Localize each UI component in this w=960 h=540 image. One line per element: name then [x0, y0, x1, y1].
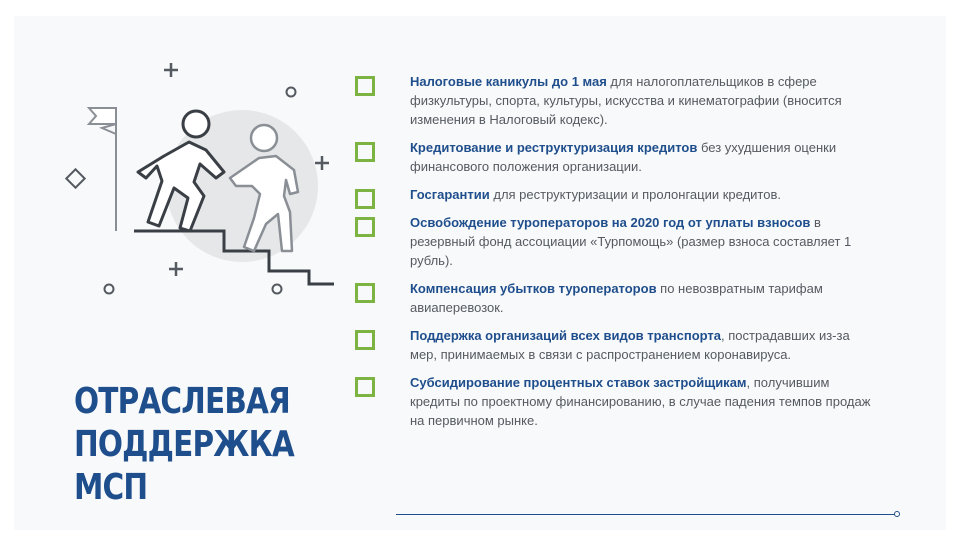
item-heading: Налоговые каникулы до 1 мая: [410, 74, 607, 89]
checkbox-icon: [355, 330, 375, 350]
item-text: , получившим кредиты по проектному финансированию, в случае падения темпов продаж на первичном рынке.: [410, 375, 871, 428]
item-heading: Кредитование и реструктуризация кредитов: [410, 140, 698, 155]
list-item: [354, 213, 874, 270]
list-item: [354, 279, 874, 317]
list-item: [354, 373, 874, 430]
support-measures-list: [354, 72, 874, 439]
item-text: для налогоплательщиков в сфере физкультуры, спорта, культуры, искусства и кинематографии (вносится изменения в Налоговый кодекс).: [410, 74, 842, 127]
people-climbing-stairs-illustration: [54, 46, 354, 306]
title-line: МСП: [74, 467, 148, 508]
item-heading: Госгарантии: [410, 187, 490, 202]
title-line: ПОДДЕРЖКА: [74, 424, 294, 465]
item-heading: Субсидирование процентных ставок застройщикам: [410, 375, 747, 390]
item-text: по невозвратным тарифам авиаперевозок.: [410, 281, 823, 315]
item-heading: Поддержка организаций всех видов транспорта: [410, 328, 722, 343]
slide: [14, 16, 946, 530]
item-text: для реструктуризации и пролонгации кредитов.: [489, 187, 781, 202]
item-heading: Компенсация убытков туроператоров: [410, 281, 657, 296]
small-circle-icon: [105, 285, 114, 294]
plus-icon: [164, 63, 178, 77]
list-item: [354, 138, 874, 176]
plus-icon: [315, 156, 329, 170]
checkbox-icon: [355, 76, 375, 96]
item-heading: Освобождение туроператоров на 2020 год от уплаты взносов: [410, 215, 811, 230]
page-title: [74, 380, 320, 509]
list-item: [354, 72, 874, 129]
diamond-icon: [66, 169, 84, 187]
flag-icon: [89, 108, 116, 231]
small-circle-icon: [287, 88, 296, 97]
item-text: , пострадавших из-за мер, принимаемых в связи с распространением коронавируса.: [410, 328, 850, 362]
checkbox-icon: [355, 142, 375, 162]
list-item: [354, 185, 874, 204]
plus-icon: [169, 262, 183, 276]
small-circle-icon: [273, 285, 282, 294]
bottom-divider: [396, 514, 896, 515]
title-line: ОТРАСЛЕВАЯ: [74, 381, 290, 422]
item-text: без ухудшения оценки финансового положения организации.: [410, 140, 837, 174]
checkbox-icon: [355, 217, 375, 237]
divider-end-dot: [894, 511, 900, 517]
checkbox-icon: [355, 283, 375, 303]
checkbox-icon: [355, 189, 375, 209]
checkbox-icon: [355, 377, 375, 397]
item-text: в резервный фонд ассоциации «Турпомощь» (размер взноса составляет 1 рубль).: [410, 215, 852, 268]
list-item: [354, 326, 874, 364]
